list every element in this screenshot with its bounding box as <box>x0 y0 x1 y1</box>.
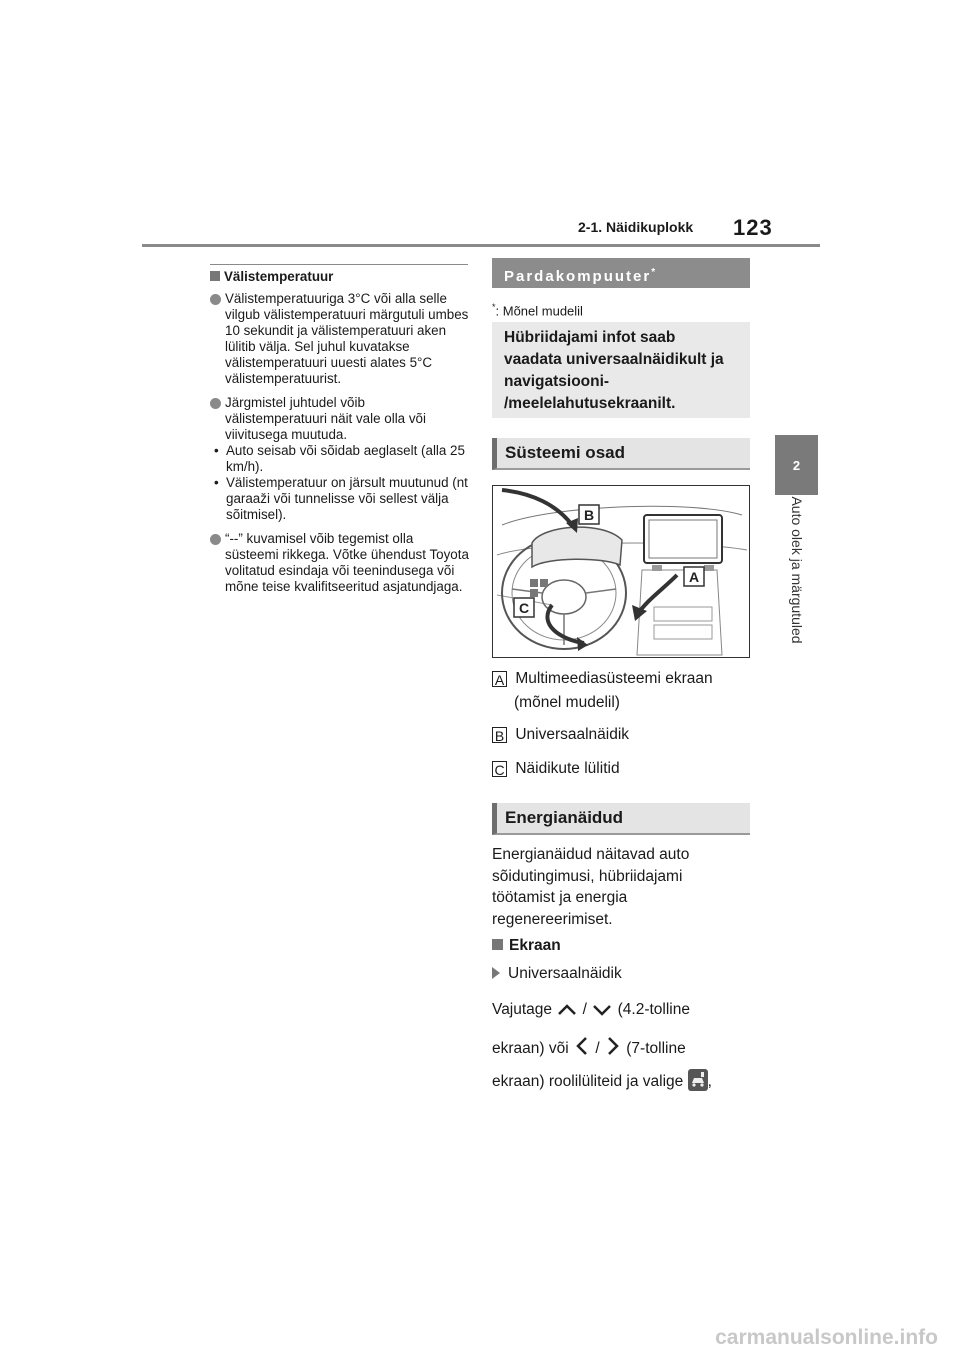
universaal-text: Universaalnäidik <box>508 965 622 982</box>
left-section-title <box>210 269 333 285</box>
energy-monitor-icon <box>688 1069 708 1091</box>
ekraan-label <box>492 937 561 955</box>
energia-line: regenereerimiset. <box>492 910 613 928</box>
chevron-right-icon <box>604 1035 622 1057</box>
energia-line: töötamist ja energia <box>492 889 628 906</box>
info-line: Hübriidajami infot saab <box>504 329 676 346</box>
legend-item-a-cont: (mõnel mudelil) <box>514 694 620 711</box>
legend-letter: C <box>492 761 507 777</box>
systeemi-osad-heading: Süsteemi osad <box>492 438 750 470</box>
pardakompuuter-heading-text: Pardakompuuter <box>504 268 652 285</box>
circle-bullet-icon <box>210 534 221 545</box>
dashboard-illustration <box>492 485 750 658</box>
instr-text: (7-tolline <box>626 1040 686 1057</box>
footnote-asterisk: * <box>492 302 496 312</box>
sub-bullet-item: • Auto seisab või sõidab aeglaselt (alla 25 km/h). <box>210 443 472 475</box>
legend-item-c <box>492 760 620 778</box>
instruction-line-1 <box>492 1001 690 1019</box>
square-bullet-icon <box>492 939 503 950</box>
left-title-text: Välistemperatuur <box>224 269 334 284</box>
heading-asterisk: * <box>651 267 658 278</box>
footnote-text: : Mõnel mudelil <box>495 303 583 319</box>
legend-text: Universaalnäidik <box>515 726 630 743</box>
instr-text: , <box>707 1073 712 1090</box>
instruction-line-2 <box>492 1035 686 1058</box>
info-line: vaadata universaalnäidikult ja <box>504 351 724 368</box>
left-paragraph-2 <box>225 395 470 443</box>
left-divider <box>210 264 468 265</box>
chevron-up-icon <box>556 1002 578 1018</box>
instr-separator: / <box>595 1040 600 1057</box>
circle-bullet-icon <box>210 398 221 409</box>
instr-text: Vajutage <box>492 1001 553 1018</box>
energia-paragraph <box>492 844 752 930</box>
instr-text: (4.2-tolline <box>617 1001 690 1018</box>
info-line: navigatsiooni- <box>504 373 610 390</box>
legend-item-a <box>492 670 713 688</box>
legend-text: Näidikute lülitid <box>515 760 620 777</box>
sub-bullet-list <box>210 443 472 523</box>
ekraan-text: Ekraan <box>509 937 561 954</box>
legend-letter: B <box>492 727 507 743</box>
legend-item-b <box>492 726 629 744</box>
page-number: 123 <box>733 215 773 240</box>
energia-line: sõidutingimusi, hübriidajami <box>492 867 683 885</box>
section-label: 2-1. Näidikuplokk <box>578 219 694 235</box>
square-bullet-icon <box>210 271 220 281</box>
instr-text: ekraan) või <box>492 1040 569 1057</box>
sub-bullet-item: • Välistemperatuur on järsult muutunud (nt garaaži või tunnelisse või sellest välja sõitmisel). <box>210 475 472 523</box>
left-paragraph-1: Välistemperatuuriga 3°C või alla selle vilgub välistemperatuuri märgutuli umbes 10 sekundit ja välistemperatuuri aken lülitib välja. Sel juhul kuvatakse välistemperatuuri uuesti alates 5°C välistemperatuurist. <box>225 291 469 386</box>
legend-text: Multimeediasüsteemi ekraan <box>515 670 713 687</box>
instruction-line-3 <box>492 1069 712 1091</box>
instr-separator: / <box>582 1001 587 1018</box>
watermark: carmanualsonline.info <box>715 1326 938 1349</box>
instr-text: ekraan) roolilüliteid ja valige <box>492 1073 684 1090</box>
callout-b: B <box>583 507 595 523</box>
header-rule <box>142 244 820 247</box>
info-box <box>492 322 750 418</box>
chevron-down-icon <box>591 1002 613 1018</box>
legend-letter: A <box>492 671 507 687</box>
left-paragraph-3: “--” kuvamisel võib tegemist olla süsteemi rikkega. Võtke ühendust Toyota volitatud esindaja või teenindusega või mõne teise kvalifitseeritud asjatundjaga. <box>225 531 469 594</box>
energianaidud-heading: Energianäidud <box>492 803 750 835</box>
callout-c: C <box>518 600 530 616</box>
energia-line: Energianäidud näitavad auto <box>492 846 690 863</box>
callout-a: A <box>688 569 700 585</box>
triangle-bullet-icon <box>492 967 500 979</box>
chapter-tab: 2 <box>775 435 818 495</box>
info-line: /meelelahutusekraanilt. <box>504 395 676 412</box>
footnote <box>492 302 583 318</box>
chevron-left-icon <box>573 1035 591 1057</box>
chapter-title: Auto olek ja märgutuled <box>789 496 805 644</box>
pardakompuuter-heading <box>492 258 750 288</box>
universaal-label <box>492 965 622 983</box>
circle-bullet-icon <box>210 294 221 305</box>
left-paragraph-2-text: Järgmistel juhtudel võib välistemperatuuri näit vale olla või viivitusega muutuda. <box>225 395 426 442</box>
